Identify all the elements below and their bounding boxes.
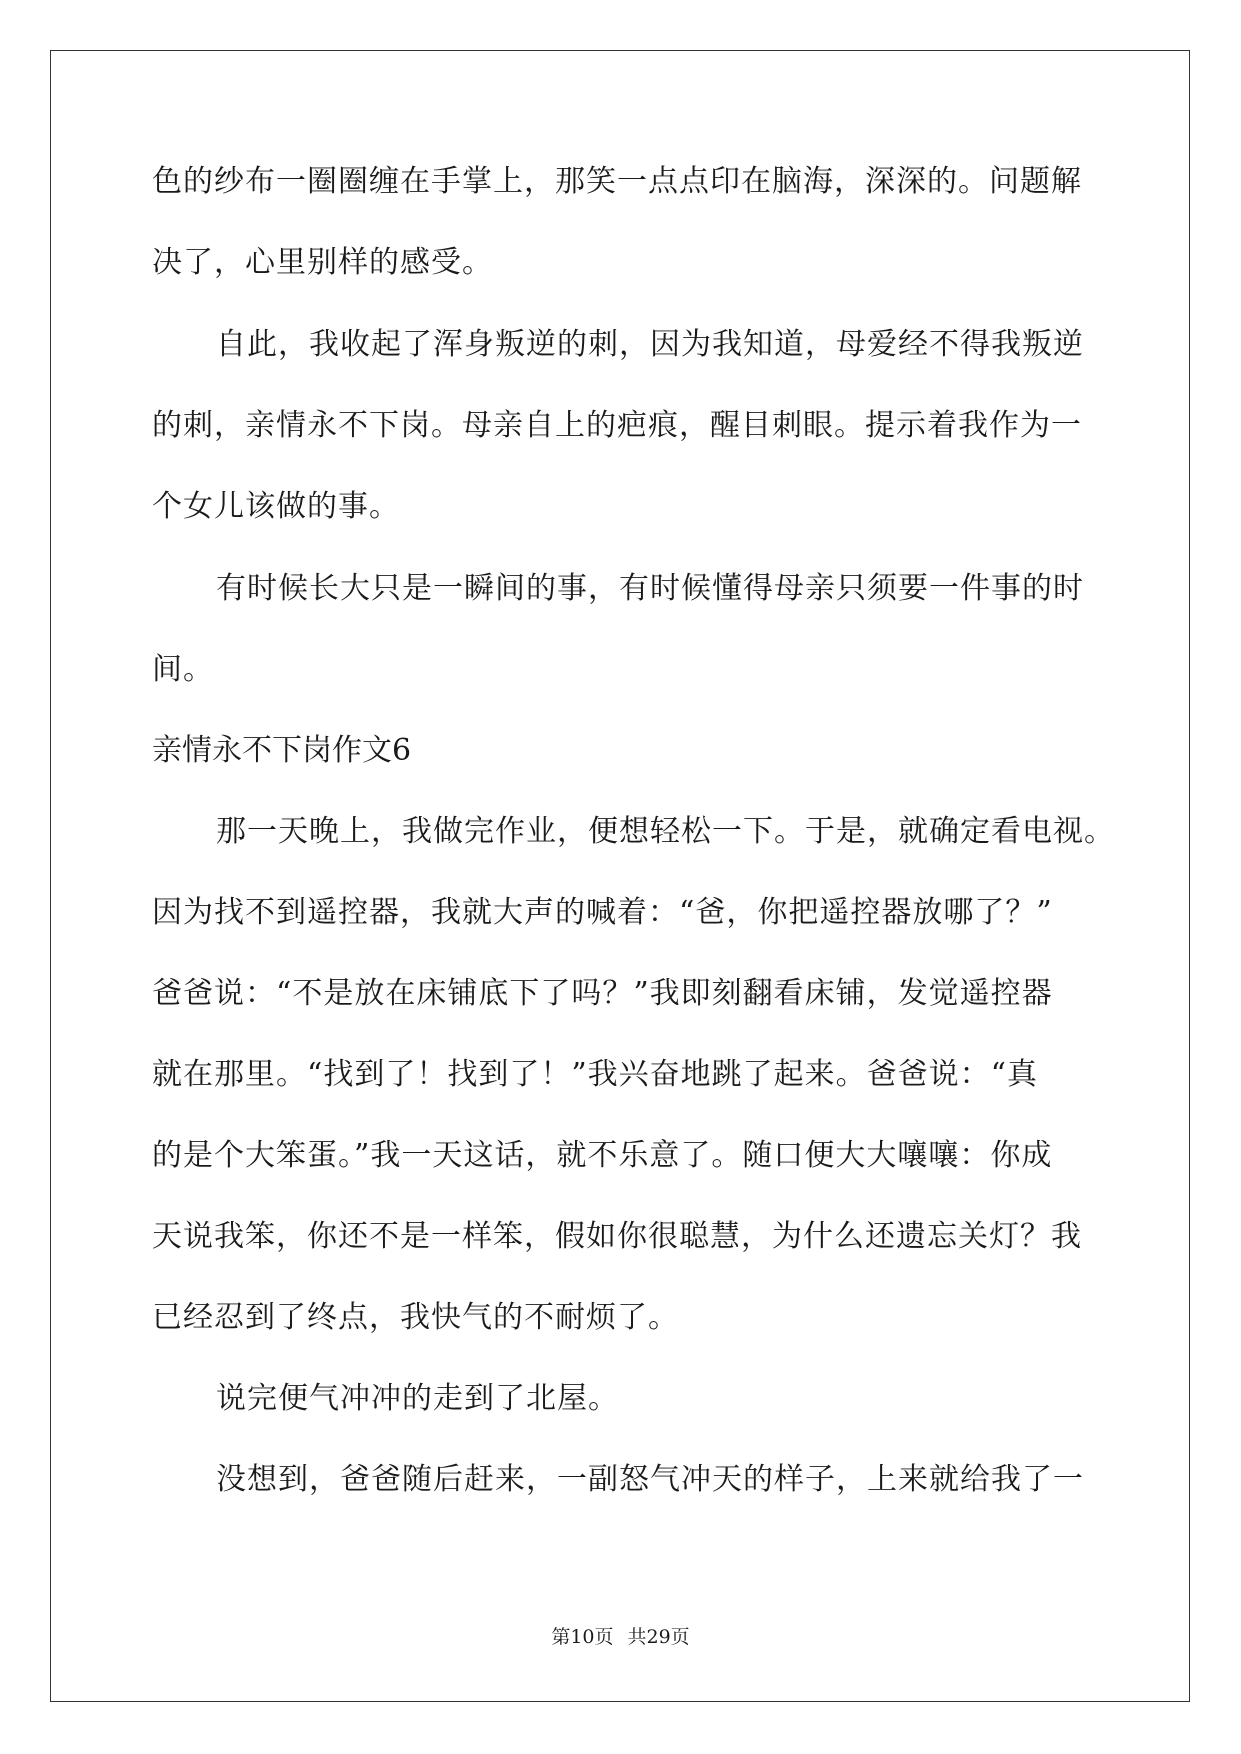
- paragraph-start: 那一天晚上，我做完作业，便想轻松一下。于是，就确定看电视。: [216, 814, 1115, 849]
- paragraph-start: 没想到，爸爸随后赶来，一副怒气冲天的样子，上来就给我了一: [216, 1462, 1084, 1497]
- text-line: 决了，心里别样的感受。: [152, 245, 493, 280]
- page-footer: [0, 1625, 1241, 1649]
- page-border: [50, 50, 1190, 1702]
- text-line: 天说我笨，你还不是一样笨，假如你很聪慧，为什么还遗忘关灯？我: [152, 1219, 1082, 1254]
- text-line: 的刺，亲情永不下岗。母亲自上的疤痕，醒目刺眼。提示着我作为一: [152, 408, 1082, 443]
- page-total: 共29页: [627, 1626, 690, 1648]
- text-line: 间。: [152, 652, 214, 687]
- page-number: 第10页: [551, 1626, 614, 1648]
- paragraph-start: 有时候长大只是一瞬间的事，有时候懂得母亲只须要一件事的时: [216, 571, 1084, 606]
- text-line: 已经忍到了终点，我快气的不耐烦了。: [152, 1300, 679, 1335]
- text-line: 因为找不到遥控器，我就大声的喊着：“爸，你把遥控器放哪了？”: [152, 895, 1053, 930]
- section-heading: 亲情永不下岗作文6: [152, 733, 412, 768]
- text-line: 爸爸说：“不是放在床铺底下了吗？”我即刻翻看床铺，发觉遥控器: [152, 976, 1053, 1011]
- text-line: 个女儿该做的事。: [152, 489, 400, 524]
- text-line: 的是个大笨蛋。”我一天这话，就不乐意了。随口便大大嚷嚷：你成: [152, 1138, 1053, 1173]
- paragraph-start: 说完便气冲冲的走到了北屋。: [216, 1381, 619, 1416]
- text-line: 色的纱布一圈圈缠在手掌上，那笑一点点印在脑海，深深的。问题解: [152, 164, 1082, 199]
- paragraph-start: 自此，我收起了浑身叛逆的刺，因为我知道，母爱经不得我叛逆: [216, 327, 1084, 362]
- text-line: 就在那里。“找到了！找到了！”我兴奋地跳了起来。爸爸说：“真: [152, 1057, 1039, 1092]
